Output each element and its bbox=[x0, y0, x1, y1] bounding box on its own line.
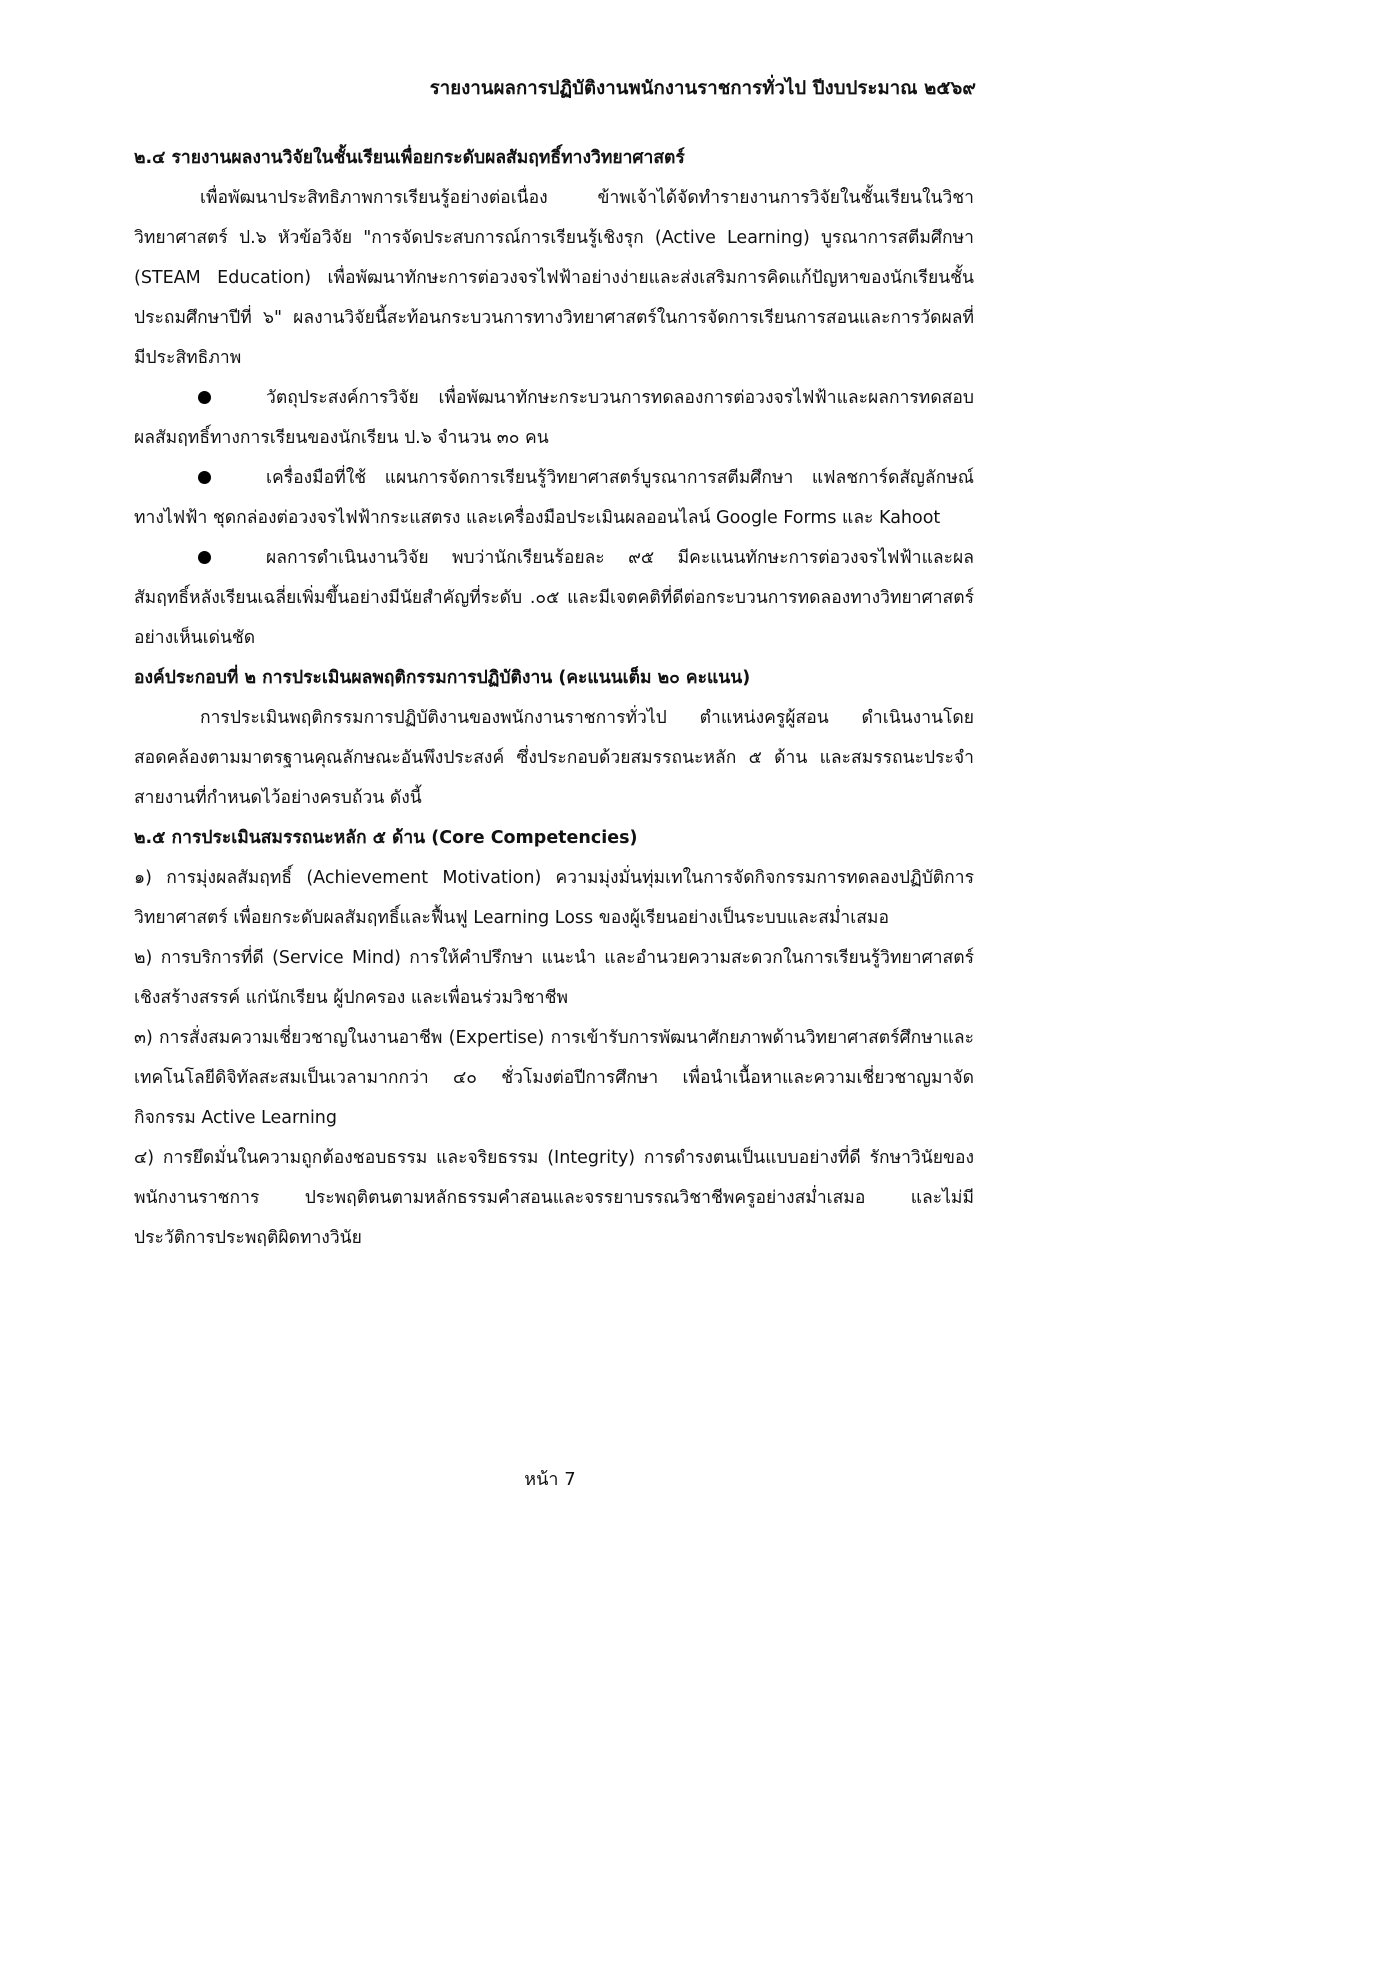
bullet-item bbox=[134, 458, 974, 538]
bullet-dot-icon bbox=[198, 471, 211, 484]
bullet-text: ผลการดำเนินงานวิจัย พบว่านักเรียนร้อยละ ๙๕ มีคะแนนทักษะการต่อวงจรไฟฟ้าและผลสัมฤทธิ์หลังเรียนเฉลี่ยเพิ่มขึ้นอย่างมีนัยสำคัญที่ระดับ .๐๕ และมีเจตคติที่ดีต่อกระบวนการทดลองทางวิทยาศาสตร์อย่างเห็นเด่นชัด bbox=[134, 548, 974, 648]
bullet-dot-icon bbox=[198, 551, 211, 564]
competency-item: ๑) การมุ่งผลสัมฤทธิ์ (Achievement Motivation) ความมุ่งมั่นทุ่มเทในการจัดกิจกรรมการทดลองปฏิบัติการวิทยาศาสตร์ เพื่อยกระดับผลสัมฤทธิ์และฟื้นฟู Learning Loss ของผู้เรียนอย่างเป็นระบบและสม่ำเสมอ bbox=[134, 868, 974, 928]
component-2-heading: องค์ประกอบที่ ๒ การประเมินผลพฤติกรรมการปฏิบัติงาน (คะแนนเต็ม ๒๐ คะแนน) bbox=[134, 668, 751, 688]
bullet-text: เครื่องมือที่ใช้ แผนการจัดการเรียนรู้วิทยาศาสตร์บูรณาการสตีมศึกษา แฟลชการ์ดสัญลักษณ์ทางไฟฟ้า ชุดกล่องต่อวงจรไฟฟ้ากระแสตรง และเครื่องมือประเมินผลออนไลน์ Google Forms และ Kahoot bbox=[134, 468, 974, 528]
section-2-4-intro: เพื่อพัฒนาประสิทธิภาพการเรียนรู้อย่างต่อเนื่อง ข้าพเจ้าได้จัดทำรายงานการวิจัยในชั้นเรียนในวิชาวิทยาศาสตร์ ป.๖ หัวข้อวิจัย "การจัดประสบการณ์การเรียนรู้เชิงรุก (Active Learning) บูรณาการสตีมศึกษา (STEAM Education) เพื่อพัฒนาทักษะการต่อวงจรไฟฟ้าอย่างง่ายและส่งเสริมการคิดแก้ปัญหาของนักเรียนชั้นประถมศึกษาปีที่ ๖" ผลงานวิจัยนี้สะท้อนกระบวนการทางวิทยาศาสตร์ในการจัดการเรียนการสอนและการวัดผลที่มีประสิทธิภาพ bbox=[134, 188, 974, 368]
bullet-dot-icon bbox=[198, 391, 211, 404]
page-number: หน้า 7 bbox=[524, 1469, 576, 1490]
component-2-intro: การประเมินพฤติกรรมการปฏิบัติงานของพนักงานราชการทั่วไป ตำแหน่งครูผู้สอน ดำเนินงานโดยสอดคล้องตามมาตรฐานคุณลักษณะอันพึงประสงค์ ซึ่งประกอบด้วยสมรรถนะหลัก ๕ ด้าน และสมรรถนะประจำสายงานที่กำหนดไว้อย่างครบถ้วน ดังนี้ bbox=[134, 708, 974, 808]
competency-item: ๔) การยึดมั่นในความถูกต้องชอบธรรม และจริยธรรม (Integrity) การดำรงตนเป็นแบบอย่างที่ดี รักษาวินัยของพนักงานราชการ ประพฤติตนตามหลักธรรมคำสอนและจรรยาบรรณวิชาชีพครูอย่างสม่ำเสมอ และไม่มีประวัติการประพฤติผิดทางวินัย bbox=[134, 1148, 974, 1248]
competency-item: ๓) การสั่งสมความเชี่ยวชาญในงานอาชีพ (Expertise) การเข้ารับการพัฒนาศักยภาพด้านวิทยาศาสตร์ศึกษาและเทคโนโลยีดิจิทัลสะสมเป็นเวลามากกว่า ๔๐ ชั่วโมงต่อปีการศึกษา เพื่อนำเนื้อหาและความเชี่ยวชาญมาจัดกิจกรรม Active Learning bbox=[134, 1028, 974, 1128]
bullet-item bbox=[134, 378, 974, 458]
bullet-item bbox=[134, 538, 974, 658]
bullet-text: วัตถุประสงค์การวิจัย เพื่อพัฒนาทักษะกระบวนการทดลองการต่อวงจรไฟฟ้าและผลการทดสอบผลสัมฤทธิ์ทางการเรียนของนักเรียน ป.๖ จำนวน ๓๐ คน bbox=[134, 388, 974, 448]
section-2-5-heading: ๒.๕ การประเมินสมรรถนะหลัก ๕ ด้าน (Core Competencies) bbox=[134, 828, 638, 848]
section-2-4-heading: ๒.๔ รายงานผลงานวิจัยในชั้นเรียนเพื่อยกระดับผลสัมฤทธิ์ทางวิทยาศาสตร์ bbox=[134, 148, 685, 168]
page-body bbox=[134, 138, 974, 1258]
report-header-title: รายงานผลการปฏิบัติงานพนักงานราชการทั่วไป ปีงบประมาณ ๒๕๖๙ bbox=[429, 78, 976, 99]
competency-item: ๒) การบริการที่ดี (Service Mind) การให้คำปรึกษา แนะนำ และอำนวยความสะดวกในการเรียนรู้วิทยาศาสตร์เชิงสร้างสรรค์ แก่นักเรียน ผู้ปกครอง และเพื่อนร่วมวิชาชีพ bbox=[134, 948, 974, 1008]
